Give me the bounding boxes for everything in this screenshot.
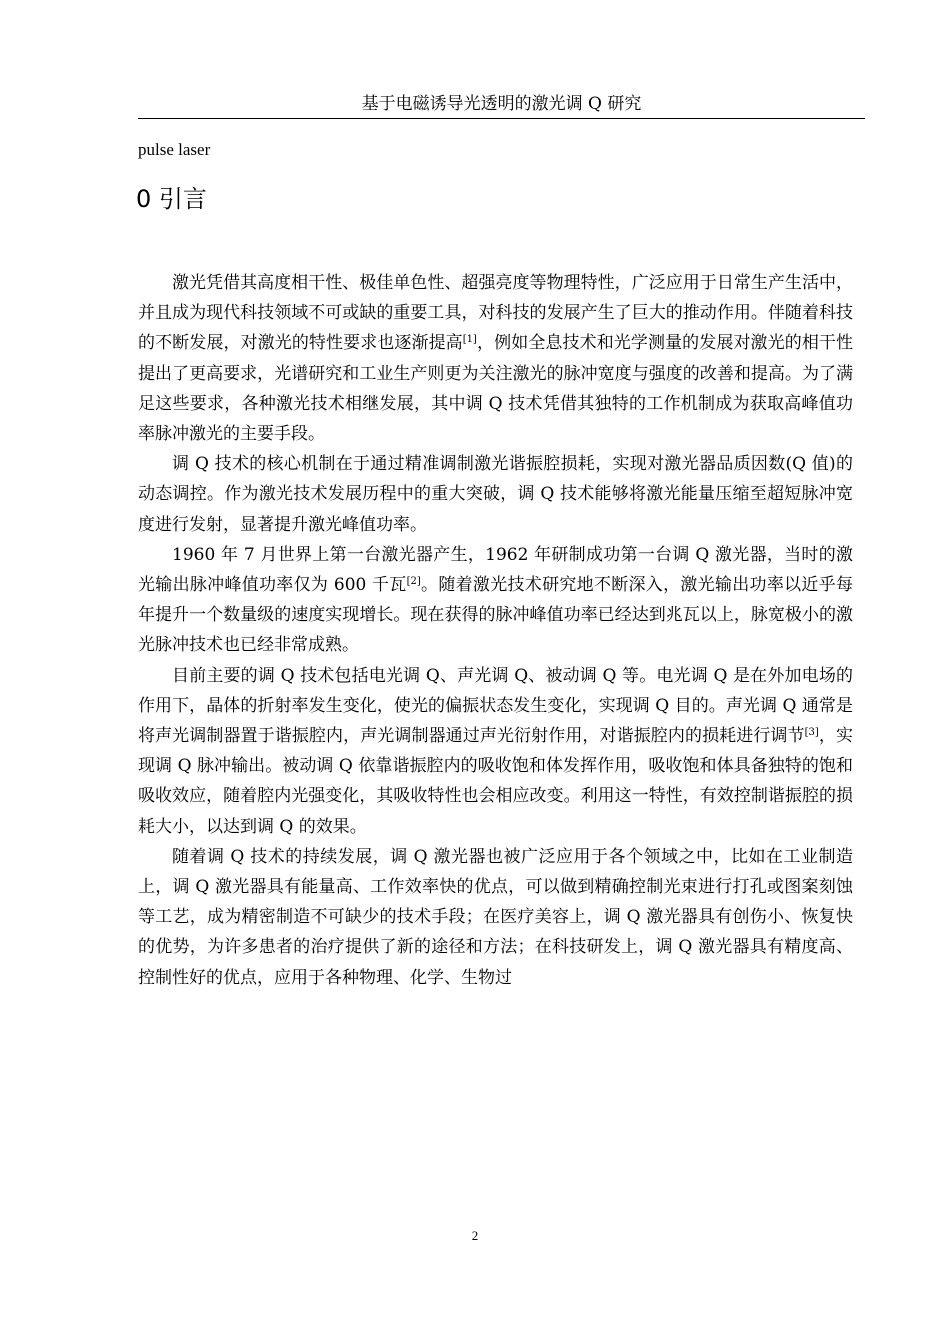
paragraph-text: 1960 年 7 月世界上第一台激光器产生，1962 年研制成功第一台调 Q 激光器，当时的激光输出脉冲峰值功率仅为 600 千瓦 — [138, 544, 853, 596]
paragraph-text: 随着调 Q 技术的持续发展，调 Q 激光器也被广泛应用于各个领域之中，比如在工业制造上，调 Q 激光器具有能量高、工作效率快的优点，可以做到精确控制光束进行打孔或图案刻蚀等工艺，成为精密制造不可缺少的技术手段；在医疗美容上，调 Q 激光器具有创伤小、恢复快的优势，为许多患者的治疗提供了新的途径和方法；在科技研发上，调 Q 激光器具有精度高、控制性好的优点，应用于各种物理、化学、生物过 — [138, 846, 853, 988]
paragraph-text: 调 Q 技术的核心机制在于通过精准调制激光谐振腔损耗，实现对激光器品质因数(Q 值)的动态调控。作为激光技术发展历程中的重大突破，调 Q 技术能够将激光能量压缩至超短脉冲宽度进行发射，显著提升激光峰值功率。 — [138, 454, 853, 535]
keywords-tail: pulse laser — [138, 140, 211, 159]
paragraph-text: 。随着激光技术研究地不断深入，激光输出功率以近乎每年提升一个数量级的速度实现增长。现在获得的脉冲峰值功率已经达到兆瓦以上，脉宽极小的激光脉冲技术也已经非常成熟。 — [138, 575, 853, 656]
running-header-title: 基于电磁诱导光透明的激光调 Q 研究 — [361, 94, 642, 114]
citation-marker: [1] — [462, 334, 477, 346]
paragraph — [138, 449, 853, 540]
paragraph — [138, 661, 853, 842]
citation-marker: [2] — [406, 576, 421, 588]
paragraph-text: 目前主要的调 Q 技术包括电光调 Q、声光调 Q、被动调 Q 等。电光调 Q 是在外加电场的作用下，晶体的折射率发生变化，使光的偏振状态发生变化，实现调 Q 目的。声光调 Q 通常是将声光调制器置于谐振腔内，声光调制器通过声光衍射作用，对谐振腔内的损耗进行调节 — [138, 665, 853, 747]
section-title: 0 引言 — [136, 185, 207, 213]
paragraph — [138, 268, 853, 449]
paragraph — [138, 842, 853, 993]
body-text — [138, 268, 853, 993]
running-header — [138, 93, 865, 119]
paragraph-text: ，例如全息技术和光学测量的发展对激光的相干性提出了更高要求，光谱研究和工业生产则更为关注激光的脉冲宽度与强度的改善和提高。为了满足这些要求，各种激光技术相继发展，其中调 Q 技术凭借其独特的工作机制成为获取高峰值功率脉冲激光的主要手段。 — [138, 333, 854, 445]
paragraph — [138, 540, 853, 661]
paragraph-text: ，实现调 Q 脉冲输出。被动调 Q 依靠谐振腔内的吸收饱和体发挥作用，吸收饱和体具备独特的饱和吸收效应，随着腔内光强变化，其吸收特性也会相应改变。利用这一特性，有效控制谐振腔的损耗大小，以达到调 Q 的效果。 — [138, 726, 853, 837]
page-number: 2 — [471, 1228, 479, 1243]
paragraph-text: 激光凭借其高度相干性、极佳单色性、超强亮度等物理特性，广泛应用于日常生产生活中，并且成为现代科技领域不可或缺的重要工具，对科技的发展产生了巨大的推动作用。伴随着科技的不断发展，对激光的特性要求也逐渐提高 — [138, 273, 853, 354]
citation-marker: [3] — [804, 727, 819, 739]
